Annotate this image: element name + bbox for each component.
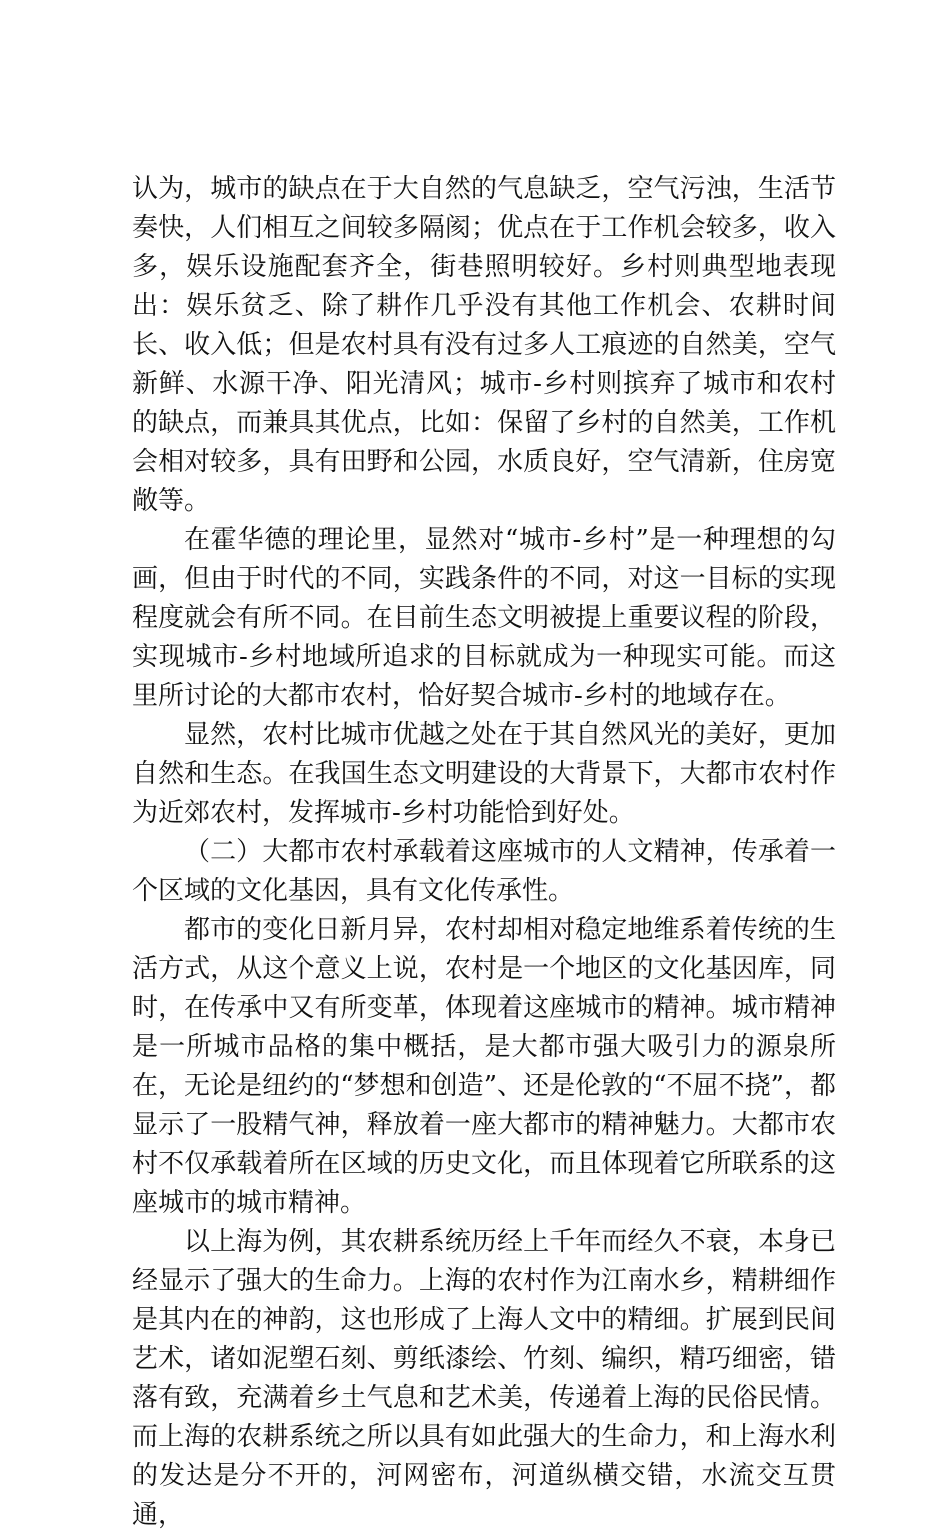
paragraph-2: 在霍华德的理论里，显然对“城市-乡村”是一种理想的勾画，但由于时代的不同，实践条件的不同，对这一目标的实现程度就会有所不同。在目前生态文明被提上重要议程的阶段，实现城市-乡村地域所追求的目标就成为一种现实可能。而这里所讨论的大都市农村，恰好契合城市-乡村的地域存在。 [132, 525, 836, 711]
paragraph-3: 显然，农村比城市优越之处在于其自然风光的美好，更加自然和生态。在我国生态文明建设的大背景下，大都市农村作为近郊农村，发挥城市-乡村功能恰到好处。 [132, 720, 836, 828]
paragraph-1: 认为，城市的缺点在于大自然的气息缺乏，空气污浊，生活节奏快，人们相互之间较多隔阂；优点在于工作机会较多，收入多，娱乐设施配套齐全，街巷照明较好。乡村则典型地表现出：娱乐贫乏、除了耕作几乎没有其他工作机会、农耕时间长、收入低；但是农村具有没有过多人工痕迹的自然美，空气新鲜、水源干净、阳光清风；城市-乡村则摈弃了城市和农村的缺点，而兼具其优点，比如：保留了乡村的自然美，工作机会相对较多，具有田野和公园，水质良好，空气清新，住房宽敞等。 [132, 174, 836, 516]
section-heading-2: （二）大都市农村承载着这座城市的人文精神，传承着一个区域的文化基因，具有文化传承性。 [132, 837, 836, 906]
paragraph-5: 以上海为例，其农耕系统历经上千年而经久不衰，本身已经显示了强大的生命力。上海的农村作为江南水乡，精耕细作是其内在的神韵，这也形成了上海人文中的精细。扩展到民间艺术，诸如泥塑石刻、剪纸漆绘、竹刻、编织，精巧细密，错落有致，充满着乡土气息和艺术美，传递着上海的民俗民情。而上海的农耕系统之所以具有如此强大的生命力，和上海水利的发达是分不开的，河网密布，河道纵横交错，水流交互贯通， [132, 1227, 836, 1530]
paragraph-4: 都市的变化日新月异，农村却相对稳定地维系着传统的生活方式，从这个意义上说，农村是一个地区的文化基因库，同时，在传承中又有所变革，体现着这座城市的精神。城市精神是一所城市品格的集中概括，是大都市强大吸引力的源泉所在，无论是纽约的“梦想和创造”、还是伦敦的“不屈不挠”，都显示了一股精气神，释放着一座大都市的精神魅力。大都市农村不仅承载着所在区域的历史文化，而且体现着它所联系的这座城市的城市精神。 [132, 915, 836, 1218]
document-body [132, 170, 836, 1535]
